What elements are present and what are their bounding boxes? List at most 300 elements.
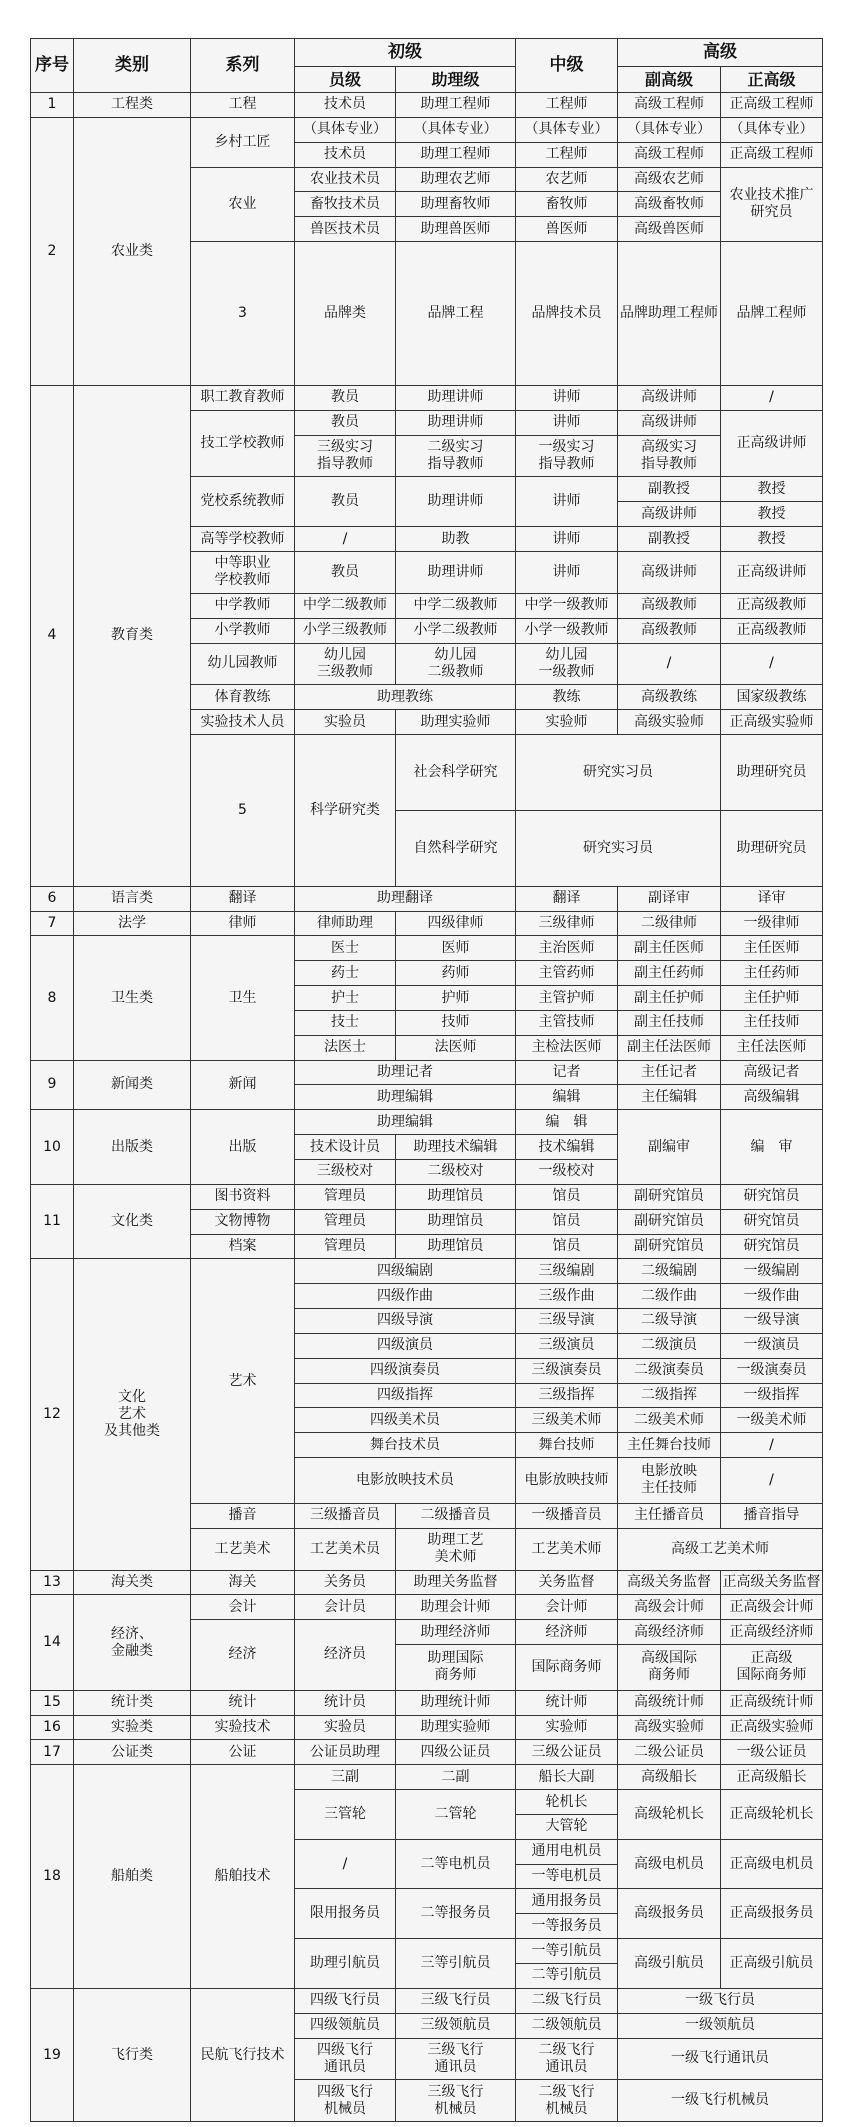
table-cell: 正高级引航员 xyxy=(721,1939,823,1989)
table-cell: 三级播音员 xyxy=(295,1503,396,1528)
table-cell: 三级律师 xyxy=(516,911,618,936)
header-yuanji: 员级 xyxy=(295,67,396,93)
table-cell: 一级飞行机械员 xyxy=(618,2080,823,2122)
table-cell: 播音 xyxy=(191,1503,295,1528)
table-cell: 药师 xyxy=(396,961,516,986)
table-cell: 2 xyxy=(31,117,74,385)
table-cell: 电影放映技术员 xyxy=(295,1458,516,1504)
table-row xyxy=(31,1110,823,1135)
table-cell: 四级飞行 机械员 xyxy=(295,2080,396,2122)
table-cell: 馆员 xyxy=(516,1184,618,1209)
table-cell: 主任法医师 xyxy=(721,1035,823,1060)
table-cell: 四级领航员 xyxy=(295,2013,396,2038)
table-cell: 文化 艺术 及其他类 xyxy=(74,1259,191,1570)
table-cell: 正高级船长 xyxy=(721,1765,823,1790)
table-cell: 3 xyxy=(191,242,295,386)
table-cell: 品牌助理工程师 xyxy=(618,242,721,386)
table-cell: 高级教师 xyxy=(618,593,721,618)
table-cell: 通用报务员 xyxy=(516,1889,618,1914)
table-cell: 新闻类 xyxy=(74,1060,191,1110)
table-cell: 主任舞台技师 xyxy=(618,1433,721,1458)
table-cell: 翻译 xyxy=(191,886,295,911)
header-junior: 初级 xyxy=(295,39,516,67)
table-cell: 会计 xyxy=(191,1595,295,1620)
table-cell: 图书资料 xyxy=(191,1184,295,1209)
table-cell: 副教授 xyxy=(618,527,721,552)
table-cell: 技术编辑 xyxy=(516,1135,618,1160)
table-cell: 主任技师 xyxy=(721,1010,823,1035)
table-cell: （具体专业） xyxy=(516,117,618,142)
table-cell: 教员 xyxy=(295,551,396,593)
table-cell: 技师 xyxy=(396,1010,516,1035)
table-cell: 护师 xyxy=(396,986,516,1011)
table-cell: 实验员 xyxy=(295,1715,396,1740)
table-cell: 管理员 xyxy=(295,1184,396,1209)
table-cell: 教员 xyxy=(295,477,396,527)
table-cell: 畜牧师 xyxy=(516,192,618,217)
table-cell: 正高级统计师 xyxy=(721,1690,823,1715)
table-cell: 高级记者 xyxy=(721,1060,823,1085)
table-cell: 技术员 xyxy=(295,142,396,167)
header-zhuliji: 助理级 xyxy=(396,67,516,93)
table-cell: 主检法医师 xyxy=(516,1035,618,1060)
table-cell: 工程师 xyxy=(516,93,618,118)
table-cell: 二级飞行员 xyxy=(516,1988,618,2013)
table-cell: 农业技术员 xyxy=(295,167,396,192)
table-cell: 农业 xyxy=(191,167,295,242)
table-cell: 实验类 xyxy=(74,1715,191,1740)
table-cell: 一级美术师 xyxy=(721,1408,823,1433)
table-cell: 15 xyxy=(31,1690,74,1715)
table-cell: 助理翻译 xyxy=(295,886,516,911)
table-cell: 船长大副 xyxy=(516,1765,618,1790)
table-cell: 主任护师 xyxy=(721,986,823,1011)
table-cell: 中学二级教师 xyxy=(295,593,396,618)
table-cell: 助理国际 商务师 xyxy=(396,1645,516,1691)
table-cell: 兽医技术员 xyxy=(295,217,396,242)
table-cell: 实验技术人员 xyxy=(191,710,295,735)
table-cell: 17 xyxy=(31,1740,74,1765)
table-cell: 副主任药师 xyxy=(618,961,721,986)
table-cell: 助理关务监督 xyxy=(396,1570,516,1595)
table-cell: 记者 xyxy=(516,1060,618,1085)
professional-title-table xyxy=(30,38,823,2122)
table-cell: 幼儿园 三级教师 xyxy=(295,643,396,685)
table-cell: 高级讲师 xyxy=(618,502,721,527)
table-cell: 主任播音员 xyxy=(618,1503,721,1528)
table-cell: 教授 xyxy=(721,527,823,552)
table-cell: 统计 xyxy=(191,1690,295,1715)
table-cell: 高级实验师 xyxy=(618,710,721,735)
table-cell: 护士 xyxy=(295,986,396,1011)
table-cell: 舞台技术员 xyxy=(295,1433,516,1458)
table-cell: 实验员 xyxy=(295,710,396,735)
table-cell: 三管轮 xyxy=(295,1790,396,1840)
table-cell: 一级编剧 xyxy=(721,1259,823,1284)
table-cell: 高级教练 xyxy=(618,685,721,710)
header-category: 类别 xyxy=(74,39,191,93)
table-cell: 一级校对 xyxy=(516,1160,618,1185)
table-cell: / xyxy=(721,643,823,685)
table-cell: 教员 xyxy=(295,385,396,410)
table-cell: 四级演员 xyxy=(295,1333,516,1358)
table-cell: 高级电机员 xyxy=(618,1839,721,1889)
table-cell: 19 xyxy=(31,1988,74,2121)
table-cell: 一级演员 xyxy=(721,1333,823,1358)
table-cell: 二管轮 xyxy=(396,1790,516,1840)
table-cell: 高级引航员 xyxy=(618,1939,721,1989)
table-cell: 三级演奏员 xyxy=(516,1358,618,1383)
table-cell: 助理实验师 xyxy=(396,710,516,735)
table-cell: 教练 xyxy=(516,685,618,710)
table-cell: 会计员 xyxy=(295,1595,396,1620)
table-cell: 正高级讲师 xyxy=(721,551,823,593)
table-cell: 经济员 xyxy=(295,1620,396,1691)
table-row xyxy=(31,1259,823,1284)
table-cell: 中等职业 学校教师 xyxy=(191,551,295,593)
header-row-1 xyxy=(31,39,823,67)
table-cell: 公证员助理 xyxy=(295,1740,396,1765)
table-cell: 海关类 xyxy=(74,1570,191,1595)
table-cell: 高级编辑 xyxy=(721,1085,823,1110)
table-cell: 二级校对 xyxy=(396,1160,516,1185)
table-cell: / xyxy=(295,1839,396,1889)
table-cell: 高级讲师 xyxy=(618,551,721,593)
table-cell: 5 xyxy=(191,735,295,887)
table-cell: 助理馆员 xyxy=(396,1209,516,1234)
table-cell: （具体专业） xyxy=(721,117,823,142)
table-cell: 四级美术员 xyxy=(295,1408,516,1433)
table-cell: 助理工程师 xyxy=(396,142,516,167)
table-cell: 译审 xyxy=(721,886,823,911)
table-cell: 高级国际 商务师 xyxy=(618,1645,721,1691)
table-cell: （具体专业） xyxy=(396,117,516,142)
table-row xyxy=(31,1690,823,1715)
table-row xyxy=(31,93,823,118)
table-cell: 律师助理 xyxy=(295,911,396,936)
table-cell: 讲师 xyxy=(516,551,618,593)
table-cell: 助理会计师 xyxy=(396,1595,516,1620)
table-cell: 高级会计师 xyxy=(618,1595,721,1620)
table-cell: 实验师 xyxy=(516,710,618,735)
table-cell: 高级畜牧师 xyxy=(618,192,721,217)
table-cell: 档案 xyxy=(191,1234,295,1259)
table-cell: 编 辑 xyxy=(516,1110,618,1135)
table-cell: 高级报务员 xyxy=(618,1889,721,1939)
table-cell: 民航飞行技术 xyxy=(191,1988,295,2121)
table-cell: 高级工艺美术师 xyxy=(618,1528,823,1570)
table-cell: 副研究馆员 xyxy=(618,1234,721,1259)
table-cell: 主治医师 xyxy=(516,936,618,961)
table-cell: 船舶类 xyxy=(74,1765,191,1989)
table-cell: 副主任法医师 xyxy=(618,1035,721,1060)
table-row xyxy=(31,385,823,410)
table-cell: 助理经济师 xyxy=(396,1620,516,1645)
table-cell: 海关 xyxy=(191,1570,295,1595)
table-cell: 主任药师 xyxy=(721,961,823,986)
table-cell: 二级作曲 xyxy=(618,1284,721,1309)
table-cell: 正高级实验师 xyxy=(721,710,823,735)
table-cell: 二级导演 xyxy=(618,1309,721,1334)
table-cell: 一级实习 指导教师 xyxy=(516,435,618,477)
table-cell: 13 xyxy=(31,1570,74,1595)
table-cell: 实验技术 xyxy=(191,1715,295,1740)
table-cell: 正高级讲师 xyxy=(721,410,823,477)
table-cell: 一级飞行通讯员 xyxy=(618,2038,823,2080)
table-cell: 三级校对 xyxy=(295,1160,396,1185)
header-senior: 高级 xyxy=(618,39,823,67)
table-cell: 助理编辑 xyxy=(295,1085,516,1110)
table-cell: 小学三级教师 xyxy=(295,618,396,643)
table-cell: 小学教师 xyxy=(191,618,295,643)
table-cell: 副教授 xyxy=(618,477,721,502)
table-cell: （具体专业） xyxy=(295,117,396,142)
table-cell: 二等引航员 xyxy=(516,1964,618,1989)
table-cell: 法医士 xyxy=(295,1035,396,1060)
table-cell: 10 xyxy=(31,1110,74,1185)
table-cell: 翻译 xyxy=(516,886,618,911)
table-cell: 1 xyxy=(31,93,74,118)
table-cell: 研究馆员 xyxy=(721,1209,823,1234)
table-cell: 助理记者 xyxy=(295,1060,516,1085)
table-cell: 幼儿园 一级教师 xyxy=(516,643,618,685)
table-cell: 电影放映技师 xyxy=(516,1458,618,1504)
table-cell: 电影放映 主任技师 xyxy=(618,1458,721,1504)
table-cell: 三级飞行 通讯员 xyxy=(396,2038,516,2080)
table-cell: 助理馆员 xyxy=(396,1184,516,1209)
table-cell: 关务监督 xyxy=(516,1570,618,1595)
table-cell: 二等电机员 xyxy=(396,1839,516,1889)
table-cell: 国家级教练 xyxy=(721,685,823,710)
table-cell: 高级船长 xyxy=(618,1765,721,1790)
table-cell: 编 审 xyxy=(721,1110,823,1185)
table-cell: 一等电机员 xyxy=(516,1864,618,1889)
table-cell: 小学二级教师 xyxy=(396,618,516,643)
table-cell: 二等报务员 xyxy=(396,1889,516,1939)
table-cell: 助理讲师 xyxy=(396,410,516,435)
table-cell: 中学一级教师 xyxy=(516,593,618,618)
table-cell: 工艺美术员 xyxy=(295,1528,396,1570)
table-cell: 二级指挥 xyxy=(618,1383,721,1408)
table-cell: 技工学校教师 xyxy=(191,410,295,477)
table-cell: 高级讲师 xyxy=(618,385,721,410)
table-row xyxy=(31,1570,823,1595)
table-cell: 兽医师 xyxy=(516,217,618,242)
table-cell: 助理统计师 xyxy=(396,1690,516,1715)
table-cell: 四级导演 xyxy=(295,1309,516,1334)
table-cell: 主任医师 xyxy=(721,936,823,961)
table-cell: 二级编剧 xyxy=(618,1259,721,1284)
table-cell: 律师 xyxy=(191,911,295,936)
table-row xyxy=(31,1988,823,2013)
table-cell: 语言类 xyxy=(74,886,191,911)
table-cell: 一等引航员 xyxy=(516,1939,618,1964)
table-cell: 6 xyxy=(31,886,74,911)
table-cell: 工艺美术师 xyxy=(516,1528,618,1570)
table-cell: 经济、 金融类 xyxy=(74,1595,191,1690)
table-cell: 大管轮 xyxy=(516,1814,618,1839)
table-cell: 工艺美术 xyxy=(191,1528,295,1570)
table-cell: 14 xyxy=(31,1595,74,1690)
table-cell: 职工教育教师 xyxy=(191,385,295,410)
table-cell: 统计师 xyxy=(516,1690,618,1715)
table-cell: 管理员 xyxy=(295,1209,396,1234)
table-cell: 飞行类 xyxy=(74,1988,191,2121)
table-cell: 7 xyxy=(31,911,74,936)
table-cell: 馆员 xyxy=(516,1234,618,1259)
table-cell: 助理讲师 xyxy=(396,477,516,527)
table-cell: 馆员 xyxy=(516,1209,618,1234)
table-cell: 一级播音员 xyxy=(516,1503,618,1528)
table-cell: 副研究馆员 xyxy=(618,1209,721,1234)
table-cell: 主管药师 xyxy=(516,961,618,986)
table-cell: 教授 xyxy=(721,477,823,502)
table-cell: 讲师 xyxy=(516,385,618,410)
table-cell: 副主任医师 xyxy=(618,936,721,961)
table-cell: 助理实验师 xyxy=(396,1715,516,1740)
table-body xyxy=(31,93,823,2122)
table-cell: 正高级报务员 xyxy=(721,1889,823,1939)
table-cell: 高级经济师 xyxy=(618,1620,721,1645)
table-cell: / xyxy=(721,1458,823,1504)
table-cell: 工程类 xyxy=(74,93,191,118)
table-cell: 畜牧技术员 xyxy=(295,192,396,217)
table-cell: 一级演奏员 xyxy=(721,1358,823,1383)
table-cell: 卫生 xyxy=(191,936,295,1060)
table-cell: 研究馆员 xyxy=(721,1234,823,1259)
table-cell: 四级作曲 xyxy=(295,1284,516,1309)
table-cell: 品牌工程 xyxy=(396,242,516,386)
table-cell: 高级统计师 xyxy=(618,1690,721,1715)
table-cell: 药士 xyxy=(295,961,396,986)
table-cell: 一级飞行员 xyxy=(618,1988,823,2013)
table-cell: 助理畜牧师 xyxy=(396,192,516,217)
table-cell: 技术设计员 xyxy=(295,1135,396,1160)
table-cell: 小学一级教师 xyxy=(516,618,618,643)
table-cell: 法医师 xyxy=(396,1035,516,1060)
table-cell: 通用电机员 xyxy=(516,1839,618,1864)
table-cell: （具体专业） xyxy=(618,117,721,142)
table-cell: 新闻 xyxy=(191,1060,295,1110)
table-cell: 幼儿园 二级教师 xyxy=(396,643,516,685)
table-cell: 教员 xyxy=(295,410,396,435)
header-full-senior: 正高级 xyxy=(721,67,823,93)
table-cell: 教授 xyxy=(721,502,823,527)
table-cell: 品牌类 xyxy=(295,242,396,386)
table-cell: 公证类 xyxy=(74,1740,191,1765)
table-cell: 船舶技术 xyxy=(191,1765,295,1989)
table-cell: 高级农艺师 xyxy=(618,167,721,192)
table-cell: 三副 xyxy=(295,1765,396,1790)
table-cell: 四级飞行员 xyxy=(295,1988,396,2013)
table-cell: 医士 xyxy=(295,936,396,961)
table-cell: 助理讲师 xyxy=(396,551,516,593)
table-cell: 技士 xyxy=(295,1010,396,1035)
table-cell: 一级律师 xyxy=(721,911,823,936)
table-cell: 经济师 xyxy=(516,1620,618,1645)
table-cell: 公证 xyxy=(191,1740,295,1765)
table-cell: 社会科学研究 xyxy=(396,735,516,811)
table-cell: 主管护师 xyxy=(516,986,618,1011)
table-cell: / xyxy=(721,385,823,410)
table-cell: 助理工程师 xyxy=(396,93,516,118)
table-cell: 统计员 xyxy=(295,1690,396,1715)
table-cell: 正高级教师 xyxy=(721,618,823,643)
table-cell: 研究实习员 xyxy=(516,735,721,811)
table-cell: 品牌工程师 xyxy=(721,242,823,386)
table-cell: 四级飞行 通讯员 xyxy=(295,2038,396,2080)
table-cell: 12 xyxy=(31,1259,74,1570)
table-cell: 关务员 xyxy=(295,1570,396,1595)
table-cell: 编辑 xyxy=(516,1085,618,1110)
table-cell: 二级公证员 xyxy=(618,1740,721,1765)
table-cell: 讲师 xyxy=(516,410,618,435)
table-cell: 国际商务师 xyxy=(516,1645,618,1691)
table-cell: 8 xyxy=(31,936,74,1060)
header-series: 系列 xyxy=(191,39,295,93)
table-cell: 二副 xyxy=(396,1765,516,1790)
table-cell: 高级关务监督 xyxy=(618,1570,721,1595)
table-cell: 三级领航员 xyxy=(396,2013,516,2038)
table-cell: 出版类 xyxy=(74,1110,191,1185)
table-cell: 技术员 xyxy=(295,93,396,118)
table-cell: 正高级 国际商务师 xyxy=(721,1645,823,1691)
table-cell: 二级美术师 xyxy=(618,1408,721,1433)
table-row xyxy=(31,1060,823,1085)
table-row xyxy=(31,1765,823,1790)
table-cell: 讲师 xyxy=(516,477,618,527)
table-cell: 高级工程师 xyxy=(618,93,721,118)
table-cell: 高级兽医师 xyxy=(618,217,721,242)
title-table-container xyxy=(30,38,822,2122)
table-cell: 艺术 xyxy=(191,1259,295,1503)
table-cell: 中学教师 xyxy=(191,593,295,618)
table-cell: 农业类 xyxy=(74,117,191,385)
table-cell: 研究馆员 xyxy=(721,1184,823,1209)
table-cell: 教育类 xyxy=(74,385,191,886)
table-cell: 乡村工匠 xyxy=(191,117,295,167)
table-cell: 四级演奏员 xyxy=(295,1358,516,1383)
table-cell: / xyxy=(721,1433,823,1458)
table-cell: 副主任技师 xyxy=(618,1010,721,1035)
table-cell: 医师 xyxy=(396,936,516,961)
table-cell: 助理研究员 xyxy=(721,735,823,811)
table-cell: 舞台技师 xyxy=(516,1433,618,1458)
table-cell: 助理讲师 xyxy=(396,385,516,410)
table-cell: 高级实验师 xyxy=(618,1715,721,1740)
table-cell: 正高级工程师 xyxy=(721,93,823,118)
table-cell: 助理工艺 美术师 xyxy=(396,1528,516,1570)
table-cell: 法学 xyxy=(74,911,191,936)
table-cell: 一等报务员 xyxy=(516,1914,618,1939)
table-cell: 幼儿园教师 xyxy=(191,643,295,685)
table-cell: 高级轮机长 xyxy=(618,1790,721,1840)
table-cell: 党校系统教师 xyxy=(191,477,295,527)
table-cell: 中学二级教师 xyxy=(396,593,516,618)
table-cell: 二级领航员 xyxy=(516,2013,618,2038)
table-cell: 三级指挥 xyxy=(516,1383,618,1408)
table-cell: 高级讲师 xyxy=(618,410,721,435)
header-middle: 中级 xyxy=(516,39,618,93)
table-cell: 四级公证员 xyxy=(396,1740,516,1765)
header-vice-senior: 副高级 xyxy=(618,67,721,93)
table-cell: 实验师 xyxy=(516,1715,618,1740)
table-cell: 二级演员 xyxy=(618,1333,721,1358)
table-cell: 11 xyxy=(31,1184,74,1259)
table-cell: 科学研究类 xyxy=(295,735,396,887)
table-cell: 一级导演 xyxy=(721,1309,823,1334)
table-cell: 四级指挥 xyxy=(295,1383,516,1408)
